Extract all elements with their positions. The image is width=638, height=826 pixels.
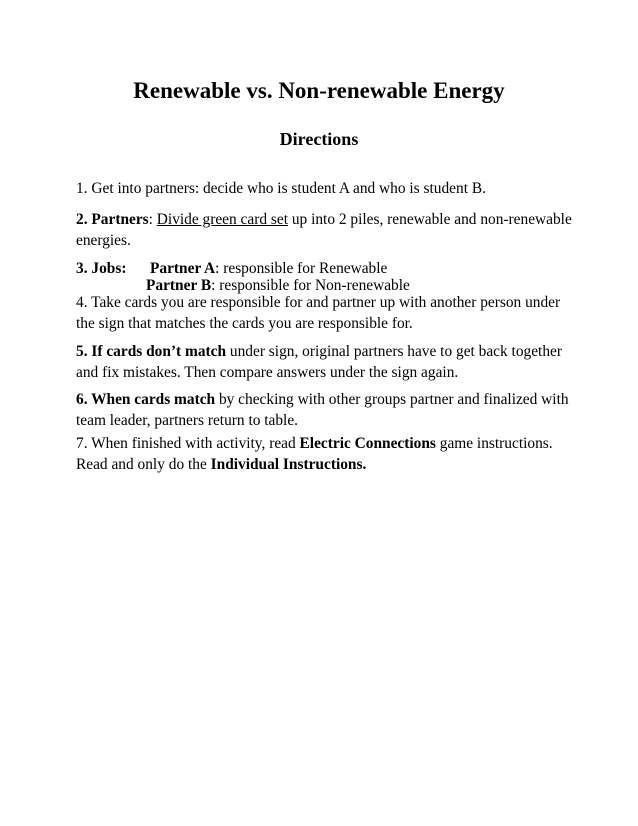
partner-b-label: Partner B bbox=[146, 277, 212, 294]
directions-heading: Directions bbox=[279, 129, 359, 149]
step-6-label: 6. When cards match bbox=[76, 391, 216, 408]
step-7 bbox=[76, 433, 576, 475]
step-6-text: by checking with other groups partner and finalized with team leader, partners return to table. bbox=[76, 391, 569, 429]
step-7-bold-1: Electric Connections bbox=[299, 435, 436, 452]
step-2-label: 2. Partners bbox=[76, 211, 149, 228]
step-4: 4. Take cards you are responsible for and partner up with another person under the sign that matches the cards you are responsible for. bbox=[76, 294, 561, 332]
partner-a-label: Partner A bbox=[150, 260, 216, 277]
step-3-label: 3. Jobs: bbox=[76, 260, 127, 277]
step-2 bbox=[76, 209, 576, 251]
step-7-bold-2: Individual Instructions. bbox=[210, 456, 367, 473]
step-2-colon: : bbox=[148, 211, 153, 228]
step-7-text-2: game instructions. Read and only do the bbox=[76, 435, 553, 473]
page-title: Renewable vs. Non-renewable Energy bbox=[133, 78, 505, 103]
step-2-underlined: Divide green card set bbox=[156, 211, 288, 228]
step-6 bbox=[76, 389, 576, 431]
step-7-text-1: 7. When finished with activity, read bbox=[76, 435, 300, 452]
step-5-text: under sign, original partners have to get back together and fix mistakes. Then compare answers under the sign again. bbox=[76, 343, 562, 381]
step-1: 1. Get into partners: decide who is student A and who is student B. bbox=[76, 180, 486, 197]
step-5-label: 5. If cards don’t match bbox=[76, 343, 227, 360]
step-2-text: up into 2 piles, renewable and non-renewable energies. bbox=[76, 211, 572, 249]
step-5 bbox=[76, 341, 576, 383]
partner-b-text: : responsible for Non-renewable bbox=[211, 277, 410, 294]
partner-a-text: : responsible for Renewable bbox=[215, 260, 388, 277]
